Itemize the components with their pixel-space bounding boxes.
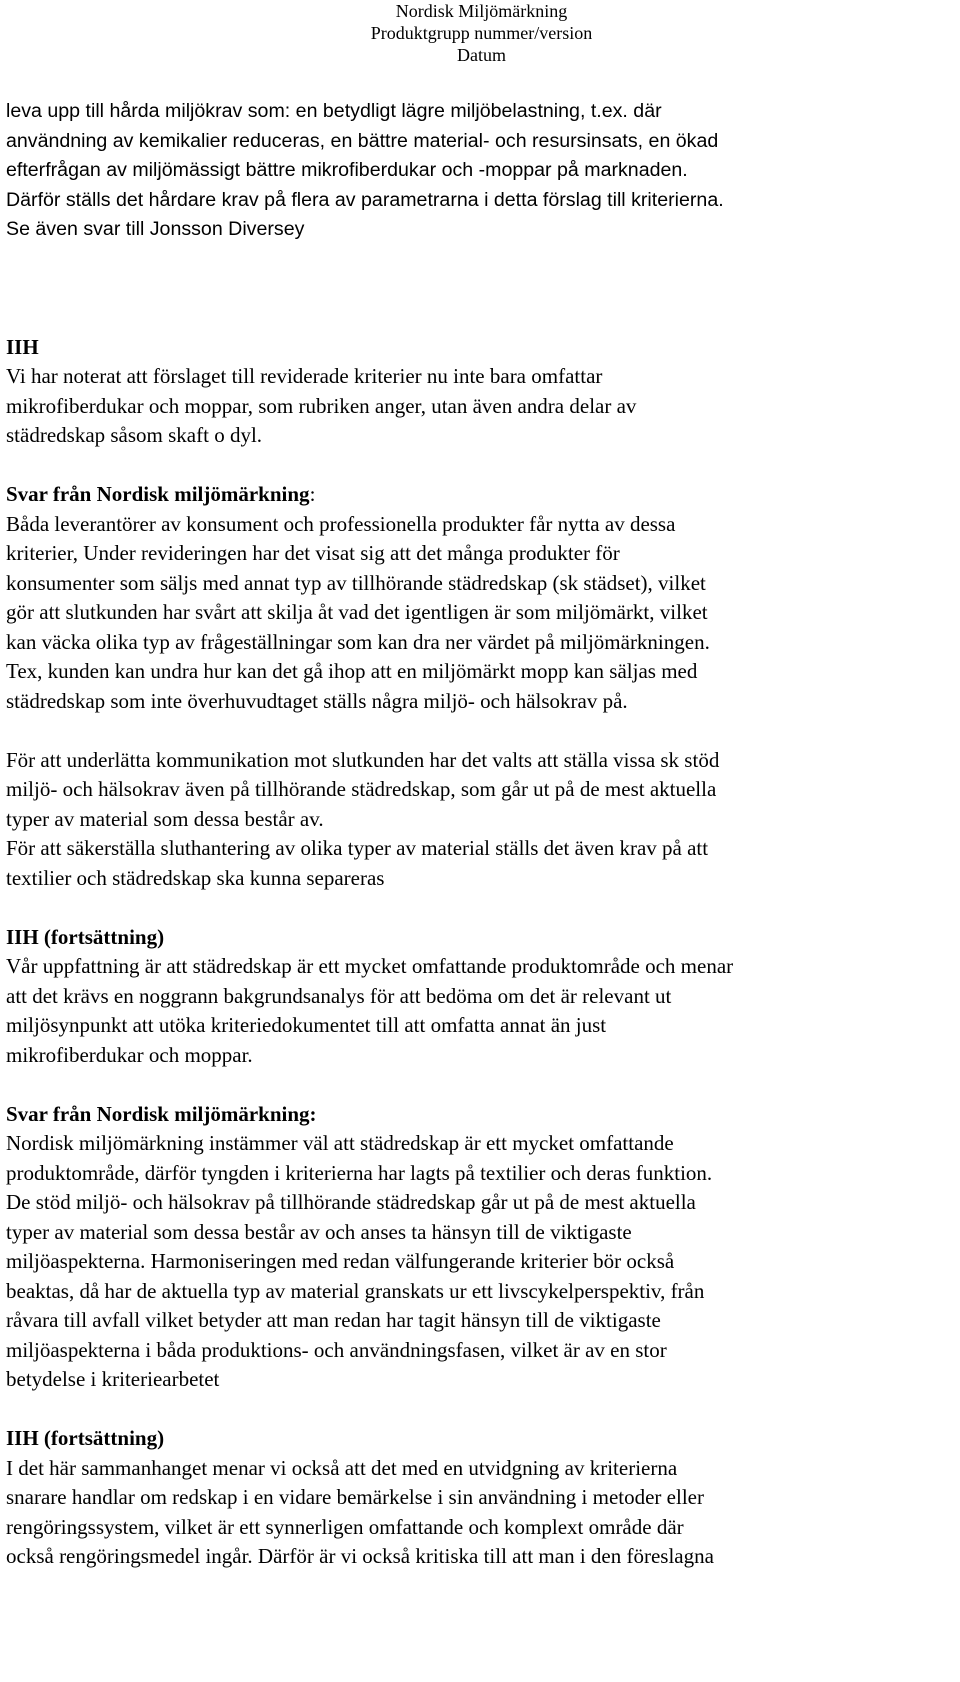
response-line: Nordisk miljömärkning instämmer väl att städredskap är ett mycket omfattande	[6, 1131, 674, 1155]
response-line: miljöaspekterna i båda produktions- och användningsfasen, vilket är av en stor	[6, 1337, 667, 1362]
spacer	[6, 66, 957, 97]
response-line: gör att slutkunden har svårt att skilja åt vad det igentligen är som miljömärkt, vilket	[6, 600, 708, 624]
section-line: Vi har noterat att förslaget till reviderade kriterier nu inte bara omfattar	[6, 364, 603, 388]
spacer	[6, 716, 957, 746]
response-paragraph-2	[6, 746, 957, 894]
response-line: miljöaspekterna. Harmoniseringen med redan välfungerande kriterier bör också	[6, 1249, 675, 1273]
section-heading: IIH (fortsättning)	[6, 1426, 165, 1450]
response-line: miljö- och hälsokrav även på tillhörande städredskap, som går ut på de mest aktuella	[6, 777, 717, 801]
response-line: kriterier, Under revideringen har det visat sig att det många produkter för	[6, 541, 620, 565]
response-line: städredskap som inte överhuvudtaget ställs några miljö- och hälsokrav på.	[6, 688, 628, 713]
response-line: typer av material som dessa består av och anses ta hänsyn till de viktigaste	[6, 1219, 632, 1244]
response-line: Båda leverantörer av konsument och professionella produkter får nytta av dessa	[6, 511, 676, 536]
section-iih-continued-2	[6, 1424, 957, 1572]
response-heading: Svar från Nordisk miljömärkning	[6, 482, 310, 506]
response-line: För att säkerställa sluthantering av olika typer av material ställs det även krav på att	[6, 836, 709, 860]
response-heading-colon: :	[309, 482, 316, 506]
section-line: miljösynpunkt att utöka kriteriedokumentet till att omfatta annat än just	[6, 1013, 607, 1037]
response-section-2	[6, 1100, 957, 1395]
spacer	[6, 1395, 957, 1425]
intro-paragraph	[6, 97, 957, 245]
spacer	[6, 1070, 957, 1100]
section-line: I det här sammanhanget menar vi också att det med en utvidgning av kriterierna	[6, 1455, 678, 1480]
section-line: rengöringssystem, vilket är ett synnerligen omfattande och komplext område där	[6, 1514, 684, 1539]
response-line: beaktas, då har de aktuella typ av material granskats ur ett livscykelperspektiv, från	[6, 1278, 705, 1303]
spacer	[6, 245, 957, 333]
section-line: Vår uppfattning är att städredskap är ett mycket omfattande produktområde och menar	[6, 954, 734, 978]
header-date: Datum	[457, 45, 506, 65]
response-section	[6, 480, 957, 716]
section-line: att det krävs en noggrann bakgrundsanalys för att bedöma om det är relevant ut	[6, 983, 672, 1008]
document-body	[6, 97, 957, 1572]
section-line: mikrofiberdukar och moppar.	[6, 1042, 253, 1067]
response-line: konsumenter som säljs med annat typ av tillhörande städredskap (sk städset), vilket	[6, 570, 706, 595]
response-line: betydelse i kriteriearbetet	[6, 1367, 220, 1391]
intro-line: Därför ställs det hårdare krav på flera av parametrarna i detta förslag till kriterierna.	[6, 188, 724, 211]
response-line: De stöd miljö- och hälsokrav på tillhörande städredskap går ut på de mest aktuella	[6, 1190, 696, 1214]
intro-line: efterfrågan av miljömässigt bättre mikrofiberdukar och -moppar på marknaden.	[6, 159, 688, 181]
response-line: råvara till avfall vilket betyder att man redan har tagit hänsyn till de viktigaste	[6, 1308, 661, 1332]
section-line: också rengöringsmedel ingår. Därför är vi också kritiska till att man i den föreslagna	[6, 1544, 714, 1568]
response-line: kan väcka olika typ av frågeställningar som kan dra ner värdet på miljömärkningen.	[6, 629, 710, 654]
section-iih-continued	[6, 923, 957, 1071]
section-heading: IIH (fortsättning)	[6, 924, 165, 949]
spacer	[6, 893, 957, 923]
response-heading-line	[6, 480, 957, 510]
header-product-group: Produktgrupp nummer/version	[370, 23, 593, 43]
header-org: Nordisk Miljömärkning	[395, 1, 568, 21]
intro-line: leva upp till hårda miljökrav som: en betydligt lägre miljöbelastning, t.ex. där	[6, 100, 662, 122]
spacer	[6, 451, 957, 481]
response-line: produktområde, därför tyngden i kriterierna har lagts på textilier och deras funktion.	[6, 1160, 713, 1185]
section-heading: IIH	[6, 334, 39, 359]
response-line: För att underlätta kommunikation mot slutkunden har det valts att ställa vissa sk stöd	[6, 747, 720, 772]
response-line: typer av material som dessa består av.	[6, 806, 324, 831]
response-line: Tex, kunden kan undra hur kan det gå ihop att en miljömärkt mopp kan säljas med	[6, 659, 698, 683]
section-line: mikrofiberdukar och moppar, som rubriken anger, utan även andra delar av	[6, 393, 637, 418]
response-line: textilier och städredskap ska kunna separeras	[6, 865, 385, 890]
intro-line: användning av kemikalier reduceras, en bättre material- och resursinsats, en ökad	[6, 129, 719, 152]
intro-line: Se även svar till Jonsson Diversey	[6, 218, 305, 240]
section-line: snarare handlar om redskap i en vidare bemärkelse i sin användning i metoder eller	[6, 1485, 704, 1509]
section-iih	[6, 333, 957, 451]
section-line: städredskap såsom skaft o dyl.	[6, 423, 263, 447]
response-heading: Svar från Nordisk miljömärkning:	[6, 1101, 317, 1126]
page-header	[6, 0, 957, 66]
